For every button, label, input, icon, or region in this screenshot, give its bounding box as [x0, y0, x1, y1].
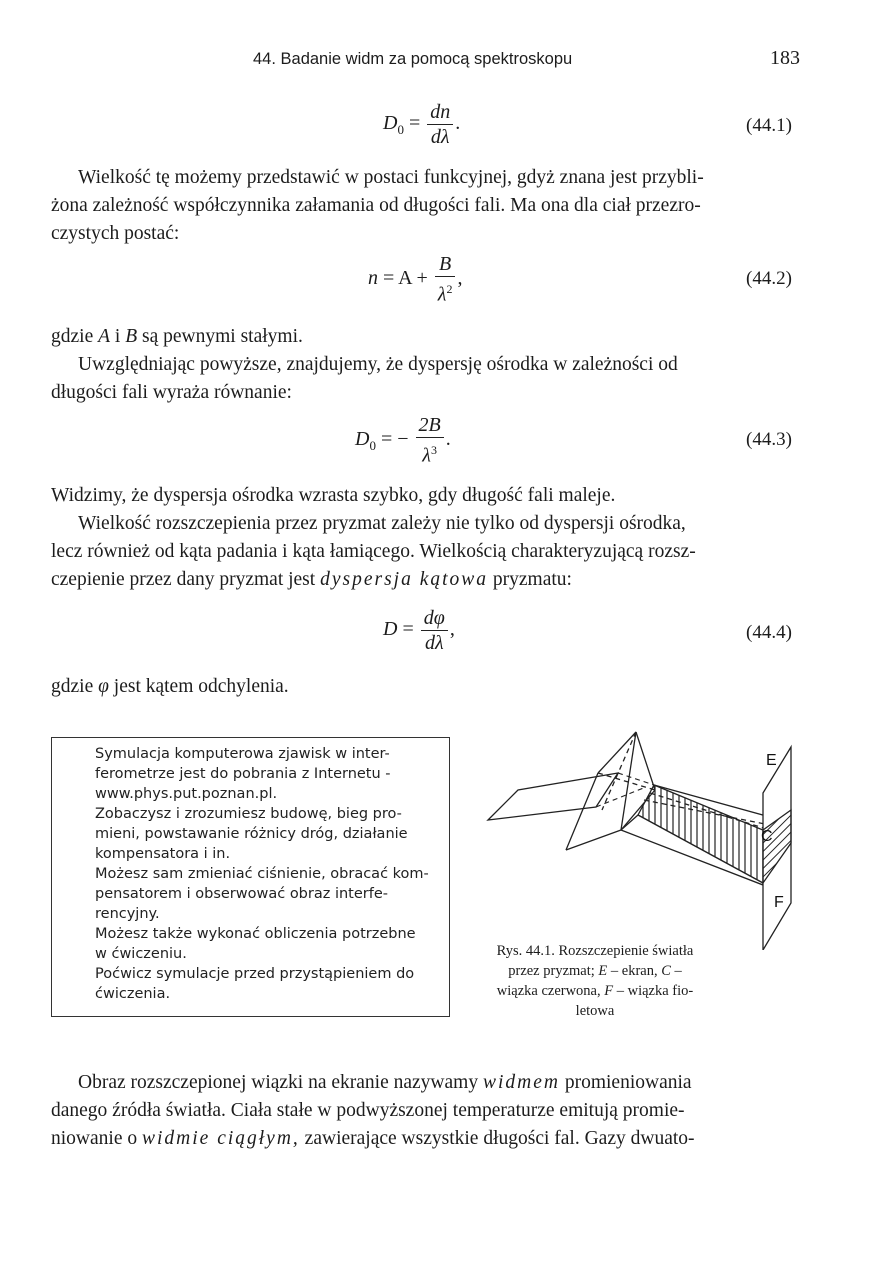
running-header: 44. Badanie widm za pomocą spektroskopu: [253, 50, 573, 68]
eq3-lhs: D: [355, 427, 370, 450]
page-number: 183: [770, 47, 800, 69]
para7-l1-pre: Obraz rozszczepionej wiązki na ekranie nazywamy: [78, 1072, 483, 1093]
box-line: pensatorem i obserwować obraz interfe-: [95, 886, 389, 902]
box-line: ferometrze jest do pobrania z Internetu -: [95, 766, 391, 782]
box-line: mieni, powstawanie różnicy dróg, działanie: [95, 826, 408, 842]
eq1-number: (44.1): [746, 115, 792, 136]
equation-44-2: [368, 252, 462, 307]
caption-text: przez pryzmat;: [508, 963, 599, 979]
para2-mid: i: [110, 326, 126, 347]
eq3-trail: .: [445, 427, 451, 450]
eq3-num: 2B: [416, 413, 444, 438]
box-line: Możesz także wykonać obliczenia potrzebne: [95, 926, 416, 942]
eq2-number: (44.2): [746, 268, 792, 289]
eq1-lhs: D: [383, 112, 398, 135]
eq4-equals: =: [402, 618, 414, 641]
box-line: www.phys.put.poznan.pl.: [95, 786, 278, 802]
caption-C: C: [661, 963, 671, 979]
eq2-trail: ,: [457, 266, 463, 289]
eq3-den-sup: 3: [430, 443, 437, 457]
equation-44-4: [383, 606, 455, 655]
caption-line2: [464, 961, 726, 981]
eq1-fraction: [427, 100, 453, 149]
para7-l3-post: zawierające wszystkie długości fal. Gazy dwuato-: [299, 1128, 695, 1149]
eq3-den-wrap: [416, 438, 444, 468]
para5-line1: Wielkość rozszczepienia przez pryzmat zależy nie tylko od dyspersji ośrodka,: [78, 513, 686, 534]
eq4-num: dφ: [421, 606, 448, 631]
equation-44-3: [355, 413, 451, 468]
caption-line1: Rys. 44.1. Rozszczepienie światła: [496, 943, 694, 959]
para2-post: są pewnymi stałymi.: [137, 326, 303, 347]
caption-text: –: [670, 963, 682, 979]
paragraph-2: [51, 323, 801, 351]
eq2-den-wrap: [435, 277, 456, 307]
eq1-trail: .: [455, 112, 461, 135]
eq4-trail: ,: [449, 618, 455, 641]
eq3-number: (44.3): [746, 429, 792, 450]
para3-line: długości fali wyraża równanie:: [51, 382, 292, 403]
eq3-lhs-sub: 0: [369, 437, 376, 453]
para2-b: B: [125, 326, 138, 347]
eq2-equals: = A +: [383, 266, 428, 289]
caption-text: – wiązka fio-: [613, 983, 694, 999]
eq2-lhs: n: [368, 266, 378, 289]
para5-line2: lecz również od kąta padania i kąta łamiącego. Wielkością charakteryzującą rozsz-: [51, 541, 696, 562]
eq3-den: λ: [422, 444, 431, 467]
eq4-lhs: D: [383, 618, 398, 641]
caption-line3: [464, 981, 726, 1001]
eq1-equals: =: [408, 112, 421, 135]
para1-line: czystych postać:: [51, 223, 180, 244]
eq1-den: dλ: [430, 126, 450, 148]
simulation-info-box: [51, 737, 450, 1017]
equation-44-1: [383, 100, 460, 149]
caption-text: wiązka czerwona,: [496, 983, 605, 999]
label-C: C: [761, 828, 773, 845]
eq4-number: (44.4): [746, 622, 792, 643]
caption-text: – ekran,: [607, 963, 662, 979]
eq3-equals: = −: [380, 427, 409, 450]
para4-line: Widzimy, że dyspersja ośrodka wzrasta szybko, gdy długość fali maleje.: [51, 485, 616, 506]
para7-l1-post: promieniowania: [559, 1072, 692, 1093]
box-line: Zobaczysz i zrozumiesz budowę, bieg pro-: [95, 806, 402, 822]
box-line: Symulacja komputerowa zjawisk w inter-: [95, 746, 390, 762]
paragraph-7: [51, 1069, 801, 1153]
eq2-num: B: [435, 252, 456, 277]
box-line: ćwiczenia.: [95, 986, 171, 1002]
box-line: Poćwicz symulacje przed przystąpieniem do: [95, 966, 415, 982]
para5-line3-pre: czepienie przez dany pryzmat jest: [51, 569, 321, 590]
label-F: F: [774, 894, 784, 911]
eq1-lhs-sub: 0: [397, 122, 404, 138]
para1-line: Wielkość tę możemy przedstawić w postaci funkcyjnej, gdyż znana jest przybli-: [78, 167, 704, 188]
prism-dispersion-figure: [478, 725, 808, 950]
para7-l3-pre: niowanie o: [51, 1128, 142, 1149]
eq4-den: dλ: [424, 632, 444, 654]
eq2-den: λ: [437, 283, 447, 306]
term-widmem: widmem: [482, 1072, 560, 1093]
screen: [763, 747, 791, 950]
box-text: [95, 744, 437, 1004]
box-line: w ćwiczeniu.: [95, 946, 187, 962]
para6-sym: φ: [98, 676, 109, 697]
eq3-fraction: [416, 413, 444, 468]
eq1-num: dn: [427, 100, 453, 125]
figure-caption: [464, 941, 726, 1021]
paragraph-3: [51, 351, 801, 407]
paragraph-6: [51, 673, 801, 701]
para5-line3-post: pryzmatu:: [488, 569, 572, 590]
caption-line4: letowa: [575, 1003, 615, 1019]
para6-post: jest kątem odchylenia.: [108, 676, 289, 697]
eq4-fraction: [421, 606, 448, 655]
term-widmie-ciaglym: widmie ciągłym,: [141, 1128, 300, 1149]
label-E: E: [766, 752, 777, 769]
para1-line: żona zależność współczynnika załamania od długości fali. Ma ona dla ciał przezro-: [51, 195, 701, 216]
incoming-beam: [488, 773, 618, 820]
dispersed-beam: [621, 785, 770, 885]
caption-F: F: [604, 983, 614, 999]
term-dyspersja-katowa: dyspersja kątowa: [320, 569, 489, 590]
eq2-den-sup: 2: [446, 282, 453, 296]
box-line: kompensatora i in.: [95, 846, 231, 862]
box-line: Możesz sam zmieniać ciśnienie, obracać kom-: [95, 866, 429, 882]
para2-a: A: [98, 326, 111, 347]
paragraph-1: [51, 164, 801, 248]
eq2-fraction: [435, 252, 456, 307]
para3-line: Uwzględniając powyższe, znajdujemy, że dyspersję ośrodka w zależności od: [78, 354, 678, 375]
paragraph-5: [51, 510, 801, 594]
paragraph-4: [51, 482, 801, 510]
para2-pre: gdzie: [51, 326, 99, 347]
para6-pre: gdzie: [51, 676, 99, 697]
para7-line2: danego źródła światła. Ciała stałe w podwyższonej temperaturze emitują promie-: [51, 1100, 685, 1121]
box-line: rencyjny.: [95, 906, 160, 922]
caption-E: E: [598, 963, 608, 979]
